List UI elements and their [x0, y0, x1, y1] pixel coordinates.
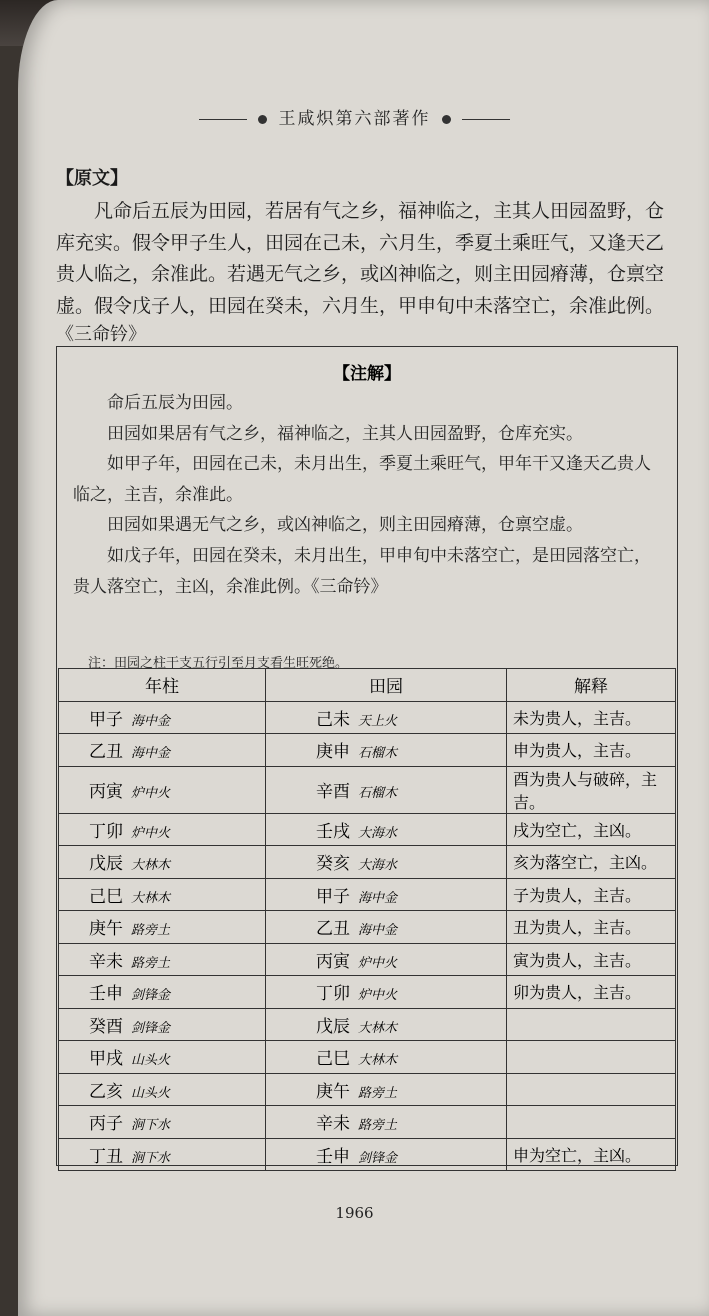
explanation-cell [507, 1073, 676, 1106]
year-pillar-cell [59, 976, 266, 1009]
field-cell [266, 878, 507, 911]
yin-yang-icon [442, 115, 451, 124]
year-ganzhi: 己巳 [89, 886, 123, 907]
year-pillar-cell [59, 734, 266, 767]
field-nayin: 大海水 [358, 858, 398, 874]
field-nayin: 路旁土 [358, 1118, 398, 1134]
header-explanation: 解释 [507, 669, 676, 702]
header-rule-left [199, 119, 247, 120]
field-nayin: 剑锋金 [358, 1150, 398, 1166]
year-pillar-cell [59, 846, 266, 879]
running-header [0, 104, 709, 129]
year-ganzhi: 戊辰 [89, 854, 123, 875]
year-pillar-cell [59, 1073, 266, 1106]
field-cell [266, 1106, 507, 1139]
field-cell [266, 734, 507, 767]
year-nayin: 炉中火 [131, 825, 171, 841]
field-nayin: 海中金 [358, 923, 398, 939]
year-ganzhi: 丁丑 [89, 1146, 123, 1167]
annotation-line: 田园如果遇无气之乡，或凶神临之，则主田园瘠薄，仓禀空虚。 [107, 515, 583, 536]
field-cell [266, 846, 507, 879]
field-ganzhi: 己未 [316, 709, 350, 730]
field-ganzhi: 丁卯 [316, 984, 350, 1005]
field-cell [266, 813, 507, 846]
explanation-cell: 未为贵人，主吉。 [507, 701, 676, 734]
annotation-text [57, 388, 677, 602]
year-nayin: 海中金 [131, 746, 171, 762]
year-pillar-cell [59, 943, 266, 976]
field-nayin: 石榴木 [358, 746, 398, 762]
year-pillar-cell [59, 878, 266, 911]
table-row [59, 734, 676, 767]
annotation-line: 如戊子年，田园在癸未，未月出生，甲申旬中未落空亡，是田园落空亡，贵人落空亡，主凶，余准此例。《三命钤》 [73, 545, 651, 597]
explanation-cell: 丑为贵人，主吉。 [507, 911, 676, 944]
field-nayin: 大林木 [358, 1020, 398, 1036]
year-ganzhi: 甲戌 [89, 1049, 123, 1070]
table-row [59, 766, 676, 813]
explanation-cell: 亥为落空亡，主凶。 [507, 846, 676, 879]
field-ganzhi: 辛未 [316, 1114, 350, 1135]
table-header-row [59, 669, 676, 702]
year-pillar-cell [59, 1008, 266, 1041]
table-row [59, 1041, 676, 1074]
field-ganzhi: 癸亥 [316, 854, 350, 875]
source-reference: 《三命钤》 [56, 324, 146, 346]
year-ganzhi: 乙亥 [89, 1081, 123, 1102]
year-ganzhi: 丙寅 [89, 782, 123, 802]
explanation-cell [507, 1041, 676, 1074]
field-ganzhi: 庚申 [316, 742, 350, 763]
year-nayin: 海中金 [131, 713, 171, 729]
field-nayin: 路旁土 [358, 1085, 398, 1101]
year-ganzhi: 乙丑 [89, 742, 123, 763]
field-nayin: 天上火 [358, 713, 398, 729]
field-nayin: 炉中火 [358, 988, 398, 1004]
field-cell [266, 766, 507, 813]
original-label: 【原文】 [56, 168, 128, 189]
explanation-cell: 子为贵人，主吉。 [507, 878, 676, 911]
year-ganzhi: 壬申 [89, 984, 123, 1005]
year-nayin: 剑锋金 [131, 1020, 171, 1036]
field-ganzhi: 戊辰 [316, 1016, 350, 1037]
field-nayin: 大海水 [358, 825, 398, 841]
table-row [59, 1138, 676, 1171]
field-ganzhi: 己巳 [316, 1049, 350, 1070]
explanation-cell: 戌为空亡，主凶。 [507, 813, 676, 846]
table-row [59, 878, 676, 911]
field-nayin: 大林木 [358, 1053, 398, 1069]
year-pillar-cell [59, 911, 266, 944]
page-number: 1966 [335, 1204, 374, 1222]
header-year-pillar: 年柱 [59, 669, 266, 702]
annotation-label: 【注解】 [333, 364, 401, 384]
explanation-cell [507, 1106, 676, 1139]
original-section [56, 164, 666, 346]
field-ganzhi: 壬申 [316, 1146, 350, 1167]
yin-yang-icon [258, 115, 267, 124]
table-row [59, 1106, 676, 1139]
field-cell [266, 911, 507, 944]
field-ganzhi: 甲子 [316, 886, 350, 907]
annotation-line: 如甲子年，田园在己未，未月出生，季夏土乘旺气，甲年干又逢天乙贵人临之，主吉，余准此。 [73, 454, 651, 505]
field-ganzhi: 乙丑 [316, 919, 350, 940]
year-ganzhi: 辛未 [89, 951, 123, 972]
year-nayin: 大林木 [131, 890, 171, 906]
year-pillar-cell [59, 1106, 266, 1139]
year-nayin: 山头火 [131, 1053, 171, 1069]
original-paragraph: 凡命后五辰为田园，若居有气之乡，福神临之，主其人田园盈野，仓库充实。假令甲子生人，田园在己未，六月生，季夏土乘旺气，又逢天乙贵人临之，余准此。若遇无气之乡，或凶神临之，则主田园瘠薄，仓禀空虚。假令戊子人，田园在癸未，六月生，甲申旬中未落空亡，余准此例。 [56, 200, 665, 317]
field-cell [266, 976, 507, 1009]
field-nayin: 海中金 [358, 890, 398, 906]
field-cell [266, 1008, 507, 1041]
year-ganzhi: 甲子 [89, 709, 123, 730]
table-row [59, 943, 676, 976]
field-ganzhi: 丙寅 [316, 951, 350, 972]
year-nayin: 路旁土 [131, 923, 171, 939]
explanation-cell: 申为空亡，主凶。 [507, 1138, 676, 1171]
field-cell [266, 1041, 507, 1074]
year-nayin: 涧下水 [131, 1118, 171, 1134]
explanation-cell: 申为贵人，主吉。 [507, 734, 676, 767]
field-ganzhi: 辛酉 [316, 782, 350, 802]
year-pillar-cell [59, 701, 266, 734]
year-ganzhi: 庚午 [89, 919, 123, 940]
year-ganzhi: 丁卯 [89, 821, 123, 842]
header-rule-right [462, 119, 510, 120]
table-row [59, 911, 676, 944]
header-title: 王咸炽第六部著作 [278, 109, 431, 129]
field-table [58, 668, 676, 1171]
table-note: 注：田园之柱干支五行引至月支看生旺死绝。 [88, 656, 349, 671]
table-row [59, 701, 676, 734]
table-row [59, 1008, 676, 1041]
field-cell [266, 701, 507, 734]
field-cell [266, 1073, 507, 1106]
year-pillar-cell [59, 813, 266, 846]
field-ganzhi: 庚午 [316, 1081, 350, 1102]
field-nayin: 石榴木 [358, 786, 398, 801]
year-nayin: 涧下水 [131, 1150, 171, 1166]
explanation-cell: 寅为贵人，主吉。 [507, 943, 676, 976]
annotation-line: 田园如果居有气之乡，福神临之，主其人田园盈野，仓库充实。 [107, 423, 583, 444]
year-pillar-cell [59, 1138, 266, 1171]
table-row [59, 813, 676, 846]
table-row [59, 846, 676, 879]
explanation-cell: 卯为贵人，主吉。 [507, 976, 676, 1009]
year-pillar-cell [59, 766, 266, 813]
field-nayin: 炉中火 [358, 955, 398, 971]
year-nayin: 剑锋金 [131, 988, 171, 1004]
header-field: 田园 [266, 669, 507, 702]
year-ganzhi: 丙子 [89, 1114, 123, 1135]
year-nayin: 山头火 [131, 1085, 171, 1101]
year-nayin: 大林木 [131, 858, 171, 874]
year-nayin: 炉中火 [131, 786, 171, 801]
field-cell [266, 1138, 507, 1171]
field-ganzhi: 壬戌 [316, 821, 350, 842]
year-pillar-cell [59, 1041, 266, 1074]
explanation-cell: 酉为贵人与破碎，主吉。 [507, 766, 676, 813]
year-ganzhi: 癸酉 [89, 1016, 123, 1037]
year-nayin: 路旁土 [131, 955, 171, 971]
annotation-line: 命后五辰为田园。 [107, 393, 243, 413]
table-row [59, 976, 676, 1009]
table-row [59, 1073, 676, 1106]
explanation-cell [507, 1008, 676, 1041]
field-cell [266, 943, 507, 976]
